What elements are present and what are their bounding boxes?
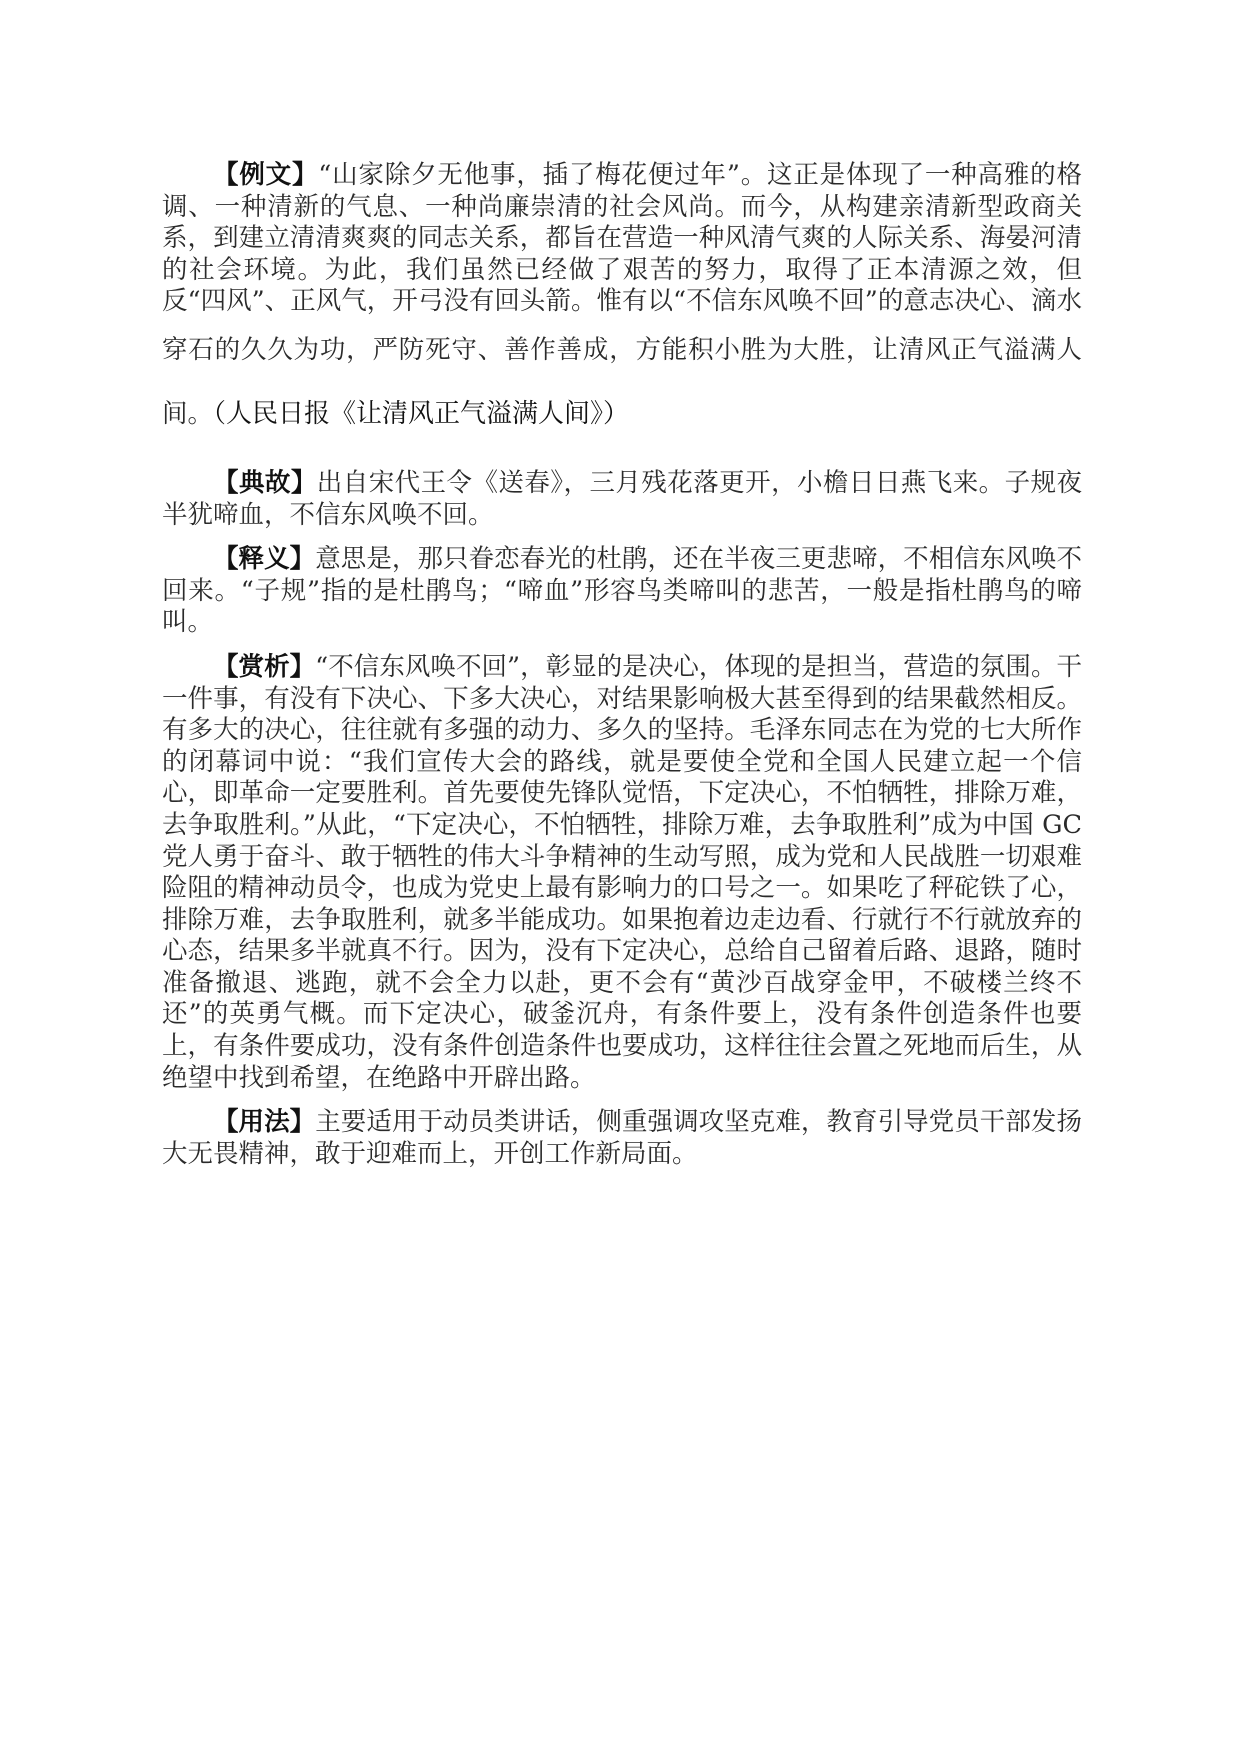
paragraph-tag-appreciation: 【赏析】 <box>213 651 316 682</box>
paragraph-text-allusion: 出自宋代王令《送春》，三月残花落更开，小檐日日燕飞来。子规夜半犹啼血，不信东风唤不回。 <box>162 467 1082 530</box>
paragraph-tag-example: 【例文】 <box>213 160 319 190</box>
paragraph-text-usage: 主要适用于动员类讲话，侧重强调攻坚克难，教育引导党员干部发扬大无畏精神，敢于迎难而上，开创工作新局面。 <box>162 1107 1082 1169</box>
paragraph-tag-allusion: 【典故】 <box>213 467 317 498</box>
paragraph-appreciation <box>162 652 1082 1094</box>
paragraph-text-appreciation: “不信东风唤不回”，彰显的是决心，体现的是担当，营造的氛围。干一件事，有没有下决心、下多大决心，对结果影响极大甚至得到的结果截然相反。有多大的决心，往往就有多强的动力、多久的坚持。毛泽东同志在为党的七大所作的闭幕词中说：“我们宣传大会的路线，就是要使全党和全国人民建立起一个信心，即革命一定要胜利。首先要使先锋队觉悟，下定决心，不怕牺牲，排除万难，去争取胜利。”从此，“下定决心，不怕牺牲，排除万难，去争取胜利”成为中国 GC 党人勇于奋斗、敢于牺牲的伟大斗争精神的生动写照，成为党和人民战胜一切艰难险阻的精神动员令，也成为党史上最有影响力的口号之一。如果吃了秤砣铁了心，排除万难，去争取胜利，就多半能成功。如果抱着边走边看、行就行不行就放弃的心态，结果多半就真不行。因为，没有下定决心，总给自己留着后路、退路，随时准备撤退、逃跑，就不会全力以赴，更不会有“黄沙百战穿金甲，不破楼兰终不还”的英勇气概。而下定决心，破釜沉舟，有条件要上，没有条件创造条件也要上，有条件要成功，没有条件创造条件也要成功，这样往往会置之死地而后生，从绝望中找到希望，在绝路中开辟出路。 <box>162 651 1082 1093</box>
paragraph-tag-meaning: 【释义】 <box>213 544 316 575</box>
paragraph-text-example: “山家除夕无他事，插了梅花便过年”。这正是体现了一种高雅的格调、一种清新的气息、一种尚廉崇清的社会风尚。而今，从构建亲清新型政商关系，到建立清清爽爽的同志关系，都旨在营造一种风清气爽的人际关系、海晏河清的社会环境。为此，我们虽然已经做了艰苦的努力，取得了正本清源之效，但反“四风”、正风气，开弓没有回头箭。惟有以“不信东风唤不回”的意志决心、滴水穿石的久久为功，严防死守、善作善成，方 <box>162 160 1082 365</box>
paragraph-text-example-tail: 能积小胜为大胜，让清风正气溢满人间。 <box>162 334 1082 429</box>
paragraph-meaning <box>162 544 1082 639</box>
paragraph-example <box>162 160 1082 446</box>
paragraph-text-meaning: 意思是，那只眷恋春光的杜鹃，还在半夜三更悲啼，不相信东风唤不回来。“子规”指的是杜鹃鸟；“啼血”形容鸟类啼叫的悲苦，一般是指杜鹃鸟的啼叫。 <box>162 544 1082 638</box>
paragraph-tag-usage: 【用法】 <box>213 1107 316 1138</box>
paragraph-allusion <box>162 468 1082 531</box>
paragraph-source: （人民日报《让清风正气溢满人间》） <box>213 398 630 429</box>
document-body <box>162 160 1082 1183</box>
paragraph-usage <box>162 1107 1082 1170</box>
